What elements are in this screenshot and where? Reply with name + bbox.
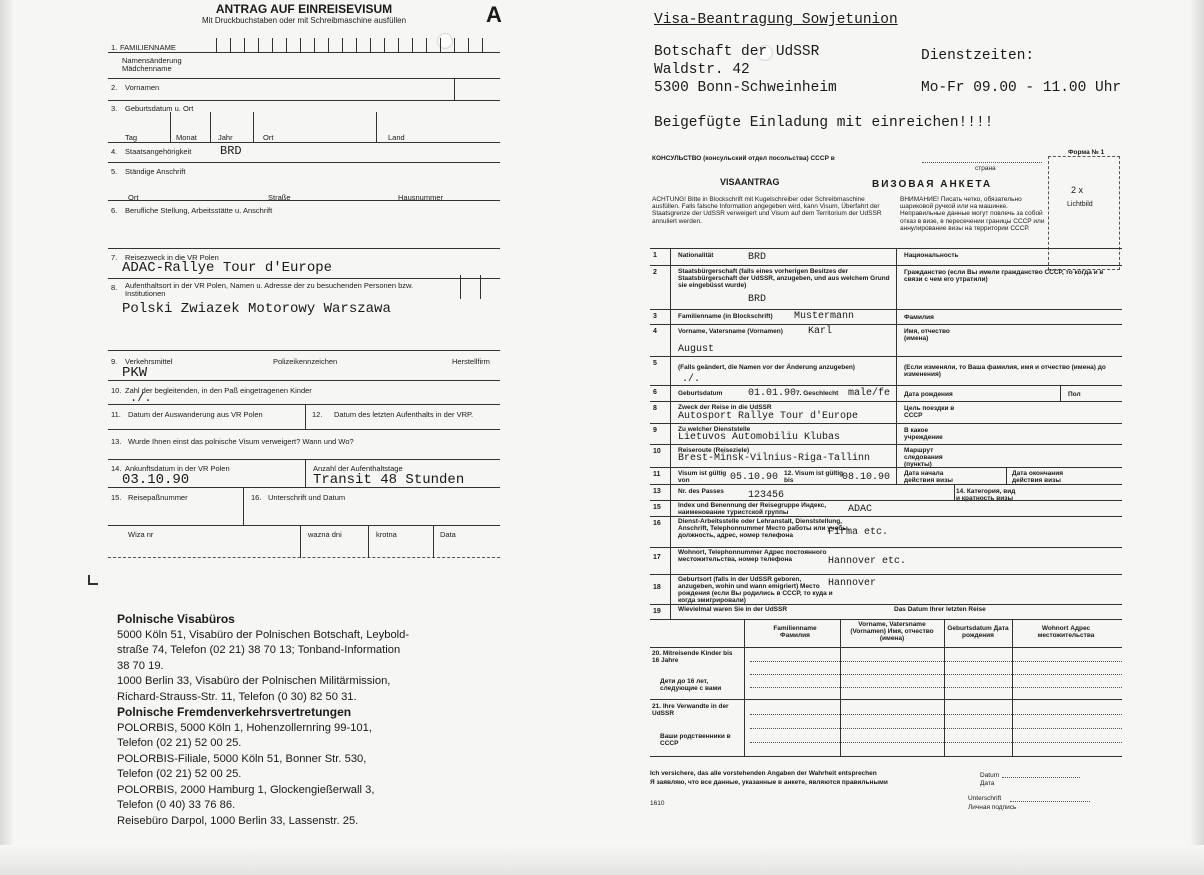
- note-invitation: Beigefügte Einladung mit einreichen!!!!: [654, 115, 994, 131]
- row-label-ru: Имя, отчество (имена): [904, 328, 950, 342]
- polish-visa-form: [108, 0, 500, 560]
- row-value: 08.10.90: [842, 472, 891, 483]
- row-label: Staatsbürgerschaft (falls eines vorherigen Besitzes der Staatsbürgerschaft der UdSSR, anzugeben, und aus welchem Grund sie eingebüsst wurde): [678, 268, 890, 289]
- row-label: Nr. des Passes: [678, 488, 724, 495]
- table-header: Vorname, Vatersname (Vornamen) Имя, отчество (имена): [850, 621, 934, 642]
- row-value: Mustermann: [794, 311, 855, 322]
- row-value: 05.10.90: [730, 472, 779, 483]
- office-line: 38 70 19.: [117, 659, 164, 672]
- row-label-ru: (Если изменяли, то Ваша фамилия, имя и отчество (имена) до изменения): [904, 364, 1106, 378]
- row-value: male/fe: [848, 388, 891, 399]
- photo-count: 2 x: [1071, 185, 1084, 195]
- row-value: 123456: [748, 490, 785, 501]
- dotted-line: [750, 687, 1122, 688]
- row-dienststelle[interactable]: [650, 423, 1122, 444]
- divider: [896, 248, 897, 484]
- row-passnummer[interactable]: [650, 484, 1122, 500]
- field-label: Data: [440, 530, 456, 539]
- field-label: FAMILIENNAME: [120, 43, 176, 52]
- row-value: Lietuvos Automobiliu Klubas: [678, 432, 841, 443]
- row-vorname[interactable]: [650, 324, 1122, 356]
- row-value: August: [678, 344, 715, 355]
- row-value: BRD: [748, 252, 767, 263]
- form-letter: A: [486, 2, 502, 27]
- row-label: Das Datum Ihrer letzten Reise: [894, 606, 986, 613]
- row-dienst-arbeitsstelle[interactable]: [650, 516, 1122, 547]
- sub-label: Ort: [263, 133, 274, 142]
- row-label: Zweck der Reise in die UdSSR: [678, 404, 772, 411]
- signature-label-ru: Личная подпись: [968, 804, 1017, 811]
- row-visum-gueltig[interactable]: [650, 467, 1122, 484]
- sub-label: Land: [388, 133, 405, 142]
- field-label: Wiza nr: [128, 530, 154, 539]
- field-label: Reisepaßnummer: [128, 493, 188, 502]
- field-label: Ankunftsdatum in der VR Polen: [125, 464, 230, 473]
- signature-line[interactable]: [1010, 801, 1090, 802]
- row-staatsbuergerschaft[interactable]: [650, 265, 1122, 309]
- row-value: ./.: [682, 374, 701, 385]
- field-staatsangehoerigkeit[interactable]: [108, 143, 500, 163]
- row-number: 19: [653, 608, 661, 615]
- row-number: 1: [653, 252, 657, 259]
- divider: [1006, 467, 1007, 484]
- divider: [368, 526, 369, 558]
- row-number: 13: [653, 488, 661, 495]
- field-number: 11.: [111, 410, 121, 419]
- declaration-ru: Я заявляю, что все данные, указанные в анкете, являются правильными: [650, 779, 888, 786]
- field-beruf[interactable]: [108, 201, 500, 249]
- field-reisepass[interactable]: [108, 488, 500, 526]
- field-number: 7.: [111, 253, 118, 262]
- row-label: Visum ist gültig von: [678, 470, 727, 484]
- row-nationalitaet[interactable]: [650, 248, 1122, 265]
- row-number: 10: [653, 448, 661, 455]
- row-label-ru: В какое учреждение: [904, 427, 943, 441]
- row-label-ru: Ваши родственники в СССР: [660, 733, 731, 747]
- field-number: 3.: [111, 104, 118, 113]
- field-label: Datum des letzten Aufenthalts in der VRP.: [334, 410, 474, 419]
- field-label: Vornamen: [125, 83, 160, 92]
- form-number: Форма № 1: [1068, 149, 1105, 156]
- field-value: Polski Zwiazek Motorowy Warszawa: [122, 301, 391, 317]
- row-label: Wievielmal waren Sie in der UdSSR: [678, 606, 788, 613]
- sub-label: Straße: [268, 193, 291, 202]
- row-value: Autosport Rallye Tour d'Europe: [678, 411, 859, 422]
- sub-label: Ort: [128, 193, 139, 202]
- row-number: 6: [653, 389, 657, 396]
- field-label: Ständige Anschrift: [125, 167, 186, 176]
- row-label-ru: Дата окончания действия визы: [1012, 470, 1063, 484]
- field-value: ADAC-Rallye Tour d'Europe: [122, 260, 333, 276]
- row-number: 5: [653, 360, 657, 367]
- tourism-heading: Polnische Fremdenverkehrsvertretungen: [117, 705, 352, 719]
- field-number: 4.: [111, 147, 118, 156]
- field-label: Aufenthaltsort in der VR Polen, Namen u. Adresse der zu besuchenden Personen bzw. Institutionen: [125, 281, 414, 298]
- datum-label: Datum: [980, 772, 1000, 779]
- field-label: Zahl der begleitenden, in den Paß eingetragenen Kinder: [125, 386, 312, 395]
- divider: [1060, 385, 1061, 401]
- row-number: 15: [653, 504, 661, 511]
- row-number: 9: [653, 427, 657, 434]
- field-label: Reisezweck in die VR Polen: [125, 253, 219, 262]
- dotted-line: [750, 728, 1122, 729]
- office-line: Telefon (0 40) 33 76 86.: [117, 799, 236, 811]
- office-line: POLORBIS-Filiale, 5000 Köln 51, Bonner Str. 530,: [117, 752, 367, 765]
- divider: [454, 79, 455, 101]
- dotted-line: [922, 162, 1042, 163]
- form-code: 1610: [650, 800, 665, 807]
- row-label: Dienst-Arbeitsstelle oder Lehranstalt, Dienststellung, Anschrift, Telephonnummer Место работы или учебы, должность, адрес, номер телефона: [678, 518, 850, 539]
- crop-mark: [88, 575, 98, 585]
- divider: [305, 405, 306, 430]
- field-label: Namensänderung Mädchenname: [122, 56, 182, 73]
- row-geburtsort[interactable]: [650, 574, 1122, 604]
- row-aufenthalte[interactable]: [650, 604, 1122, 619]
- right-title: Visa-Beantragung Sowjetunion: [654, 12, 898, 28]
- row-wohnort[interactable]: [650, 547, 1122, 574]
- office-line: 1000 Berlin 33, Visabüro der Polnischen Militärmission,: [117, 675, 391, 687]
- divider: [840, 619, 841, 757]
- page-bottom-shadow: [0, 845, 1204, 875]
- row-label: Nationalität: [678, 252, 714, 259]
- row-label-ru: 14. Категория, вид и кратность визы: [956, 488, 1016, 502]
- row-label: 20. Mitreisende Kinder bis 16 Jahre: [652, 650, 733, 664]
- divider: [944, 619, 945, 757]
- sub-label: Hausnummer: [398, 193, 444, 202]
- field-label: Staatsangehörigkeit: [125, 147, 192, 156]
- row-number: 11: [653, 471, 661, 478]
- hours-value: Mo-Fr 09.00 - 11.00 Uhr: [921, 80, 1122, 96]
- vnimanie-text: ВНИМАНИЕ! Писать четко, обязательно шариковой ручкой или на машинке. Неправильные данные могут повлечь за собой отказ в визе, в пересечении границы СССР или аннулирование визы на территории СССР.: [900, 196, 1045, 232]
- field-anschrift[interactable]: [108, 163, 500, 201]
- field-number: 2.: [111, 83, 118, 92]
- row-label: Reiseroute (Reiseziele): [678, 447, 750, 454]
- field-namensaenderung[interactable]: [108, 53, 500, 79]
- row-label: (Falls geändert, die Namen vor der Änderung anzugeben): [678, 364, 855, 371]
- office-line: Telefon (02 21) 52 00 25.: [117, 768, 242, 780]
- row-label: Geburtsdatum: [678, 390, 723, 397]
- dotted-line: [750, 742, 1122, 743]
- declaration-de: Ich versichere, das alle vorstehenden Angaben der Wahrheit entsprechen: [650, 770, 877, 777]
- row-label-ru: Гражданство (если Вы имели гражданство СССР, то когда и в связи с чем его утратили): [904, 269, 1104, 283]
- office-line: Telefon (02 21) 52 00 25.: [117, 737, 242, 749]
- table-header: Familienname Фамилия: [773, 625, 817, 639]
- form-title: ANTRAG AUF EINREISEVISUM: [215, 2, 393, 16]
- row-label-ru: Дата начала действия визы: [904, 470, 953, 484]
- field-kinder[interactable]: [108, 381, 500, 405]
- sub-label: Tag: [125, 133, 138, 142]
- row-value: Firma etc.: [828, 527, 889, 538]
- field-number: 14.: [111, 464, 122, 473]
- country-label: страна: [975, 165, 996, 172]
- divider: [210, 112, 211, 143]
- field-label: Verkehrsmittel: [125, 357, 173, 366]
- row-label-ru: Дети до 16 лет, следующие с вами: [660, 678, 722, 692]
- anketa-label: ВИЗОВАЯ АНКЕТА: [872, 179, 993, 190]
- row-number: 16: [653, 520, 661, 527]
- visa-offices-heading: Polnische Visabüros: [117, 612, 235, 626]
- field-geburtsdatum[interactable]: [108, 101, 500, 143]
- divider: [300, 526, 301, 558]
- field-familienname[interactable]: [108, 38, 500, 53]
- row-value: BRD: [748, 294, 767, 305]
- field-label: Berufliche Stellung, Arbeitsstätte u. Anschrift: [125, 206, 273, 215]
- photo-label: Lichtbild: [1067, 201, 1093, 208]
- divider: [744, 619, 745, 757]
- row-label: Geburtsort (falls in der UdSSR geboren, anzugeben, wohin und wann emigriert) Место рождения (если Вы родились в СССР, то куда и когда эмигрировали): [678, 576, 833, 604]
- field-label: krotna: [376, 530, 397, 539]
- consulate-line: КОНСУЛЬСТВО (консульский отдел посольства) СССР в: [652, 155, 835, 162]
- row-label: Vorname, Vatersname (Vornamen): [678, 328, 783, 335]
- field-number: 5.: [111, 167, 118, 176]
- row-label-ru: Маршрут следования (пункты): [904, 447, 943, 468]
- divider: [433, 526, 434, 558]
- row-value: Karl: [808, 326, 833, 337]
- divider: [1012, 619, 1013, 757]
- field-aufenthaltsort[interactable]: [108, 279, 500, 351]
- field-label: Unterschrift und Datum: [268, 493, 346, 502]
- divider: [170, 112, 171, 143]
- office-line: straße 74, Telefon (02 21) 38 70 13; Tonband-Information: [117, 644, 401, 656]
- office-line: Richard-Strauss-Str. 11, Telefon (0 30) 82 50 31.: [117, 690, 357, 703]
- field-value: 03.10.90: [122, 472, 190, 488]
- achtung-text: ACHTUNG! Bitte in Blockschrift mit Kugelschreiber oder Schreibmaschine ausfüllen. Falls falsche Information angegeben wird, kann Visum, Überfahrt der Staatsgrenze der UdSSR verweigert und Visum auf dem Territorium der UdSSR annuliert werden.: [652, 196, 882, 225]
- office-line: POLORBIS, 5000 Köln 1, Hohenzollernring 99-101,: [117, 721, 372, 734]
- office-line: 5000 Köln 51, Visabüro der Polnischen Botschaft, Leybold-: [117, 628, 410, 641]
- dotted-line: [750, 661, 1122, 662]
- embassy-street: Waldstr. 42: [654, 62, 750, 78]
- row-number: 8: [653, 405, 657, 412]
- field-number: 13.: [111, 437, 122, 446]
- form-subtitle: Mit Druckbuchstaben oder mit Schreibmaschine ausfüllen: [201, 16, 407, 25]
- visaantrag-label: VISAANTRAG: [720, 177, 780, 187]
- field-number: 6.: [111, 206, 118, 215]
- field-value: BRD: [220, 144, 242, 158]
- field-number: 1.: [111, 43, 118, 52]
- field-auswanderung[interactable]: [108, 405, 500, 430]
- sub-label: Monat: [176, 133, 197, 142]
- row-label-ru: Пол: [1068, 391, 1081, 398]
- divider: [253, 112, 254, 143]
- datum-label-ru: Дата: [980, 780, 995, 787]
- signature-label: Unterschrift: [968, 795, 1002, 802]
- row-value: Hannover etc.: [828, 556, 907, 567]
- sub-label: Jahr: [218, 133, 233, 142]
- field-visum-verweigert[interactable]: [108, 430, 500, 460]
- hours-label: Dienstzeiten:: [921, 48, 1035, 64]
- field-number: 10.: [111, 386, 122, 395]
- divider: [376, 112, 377, 143]
- field-value: ./.: [130, 391, 152, 405]
- divider: [670, 248, 671, 619]
- row-namensaenderung[interactable]: [650, 356, 1122, 385]
- row-number: 4: [653, 328, 657, 335]
- embassy-name: Botschaft der UdSSR: [654, 44, 820, 60]
- field-label: Wurde Ihnen einst das polnische Visum verweigert? Wann und Wo?: [128, 437, 354, 446]
- dotted-line: [750, 674, 1122, 675]
- row-value: 01.01.90: [748, 388, 797, 399]
- table-header: Geburtsdatum Дата рождения: [947, 625, 1009, 639]
- office-line: Reisebüro Darpol, 1000 Berlin 33, Lassenstr. 25.: [117, 814, 359, 827]
- field-ankunftsdatum[interactable]: [108, 460, 500, 488]
- field-label: Anzahl der Aufenthaltstage: [313, 464, 403, 473]
- visa-offices-list: [117, 612, 497, 829]
- row-reiseroute[interactable]: [650, 444, 1122, 467]
- row-label: 12. Visum ist gültig bis: [784, 470, 844, 484]
- field-number: 16.: [251, 493, 262, 502]
- row-label: 7. Geschlecht: [796, 390, 839, 397]
- row-label-ru: Фамилия: [904, 314, 934, 321]
- row-value: ADAC: [848, 504, 873, 515]
- date-line[interactable]: [1002, 777, 1080, 778]
- page-right-edge: [1190, 0, 1204, 875]
- row-number: 2: [653, 269, 657, 276]
- row-value: Brest-Minsk-Vilnius-Riga-Tallinn: [678, 453, 871, 464]
- row-number: 3: [653, 313, 657, 320]
- field-label: Herstellfirm: [452, 357, 490, 366]
- field-number: 12.: [312, 410, 323, 419]
- row-number: 17: [653, 554, 661, 561]
- field-value: Transit 48 Stunden: [313, 472, 465, 488]
- row-label-ru: Цель поездки в СССР: [904, 405, 955, 419]
- page-left-edge: [0, 0, 14, 875]
- divider: [305, 460, 306, 488]
- row-zweck[interactable]: [650, 401, 1122, 423]
- divider: [243, 488, 244, 526]
- field-label: Geburtsdatum u. Ort: [125, 104, 194, 113]
- field-number: 9.: [111, 357, 118, 366]
- row-value: Hannover: [828, 578, 877, 589]
- row-familienname[interactable]: [650, 309, 1122, 324]
- row-label-ru: Национальность: [904, 252, 959, 259]
- field-label: wazna dni: [308, 530, 342, 539]
- field-number: 15.: [111, 493, 122, 502]
- table-header: Wohnort Адрес местожительства: [1037, 625, 1095, 639]
- field-verkehrsmittel[interactable]: [108, 351, 500, 381]
- relatives-table-header: [650, 619, 1122, 647]
- row-label: Familienname (in Blockschrift): [678, 313, 773, 320]
- embassy-city: 5300 Bonn-Schweinheim: [654, 80, 837, 96]
- field-label: Polizeikennzeichen: [273, 357, 338, 366]
- field-value: PKW: [122, 365, 148, 381]
- row-reisegruppe[interactable]: [650, 500, 1122, 516]
- row-geburtsdatum[interactable]: [650, 385, 1122, 401]
- row-label: Zu welcher Dienststelle: [678, 426, 751, 433]
- field-vornamen[interactable]: [108, 79, 500, 101]
- relatives-rows[interactable]: [650, 699, 1122, 757]
- row-label: Index und Benennung der Reisegruppe Индекс, наименование туристской группы: [678, 502, 827, 516]
- field-number: 8.: [111, 283, 118, 292]
- field-label: Datum der Auswanderung aus VR Polen: [128, 410, 263, 419]
- soviet-visa-form: [650, 149, 1122, 822]
- row-label: 21. Ihre Verwandte in der UdSSR: [652, 703, 729, 717]
- row-number: 18: [653, 584, 661, 591]
- dotted-line: [750, 714, 1122, 715]
- official-use-row: [108, 526, 500, 558]
- field-reisezweck[interactable]: [108, 249, 500, 279]
- divider: [954, 484, 955, 500]
- office-line: POLORBIS, 2000 Hamburg 1, Glockengießerwall 3,: [117, 783, 375, 796]
- row-label: Wohnort, Telephonnummer Адрес постоянного местожительства, номер телефона: [678, 549, 827, 563]
- row-label-ru: Дата рождения: [904, 391, 953, 398]
- children-rows[interactable]: [650, 647, 1122, 699]
